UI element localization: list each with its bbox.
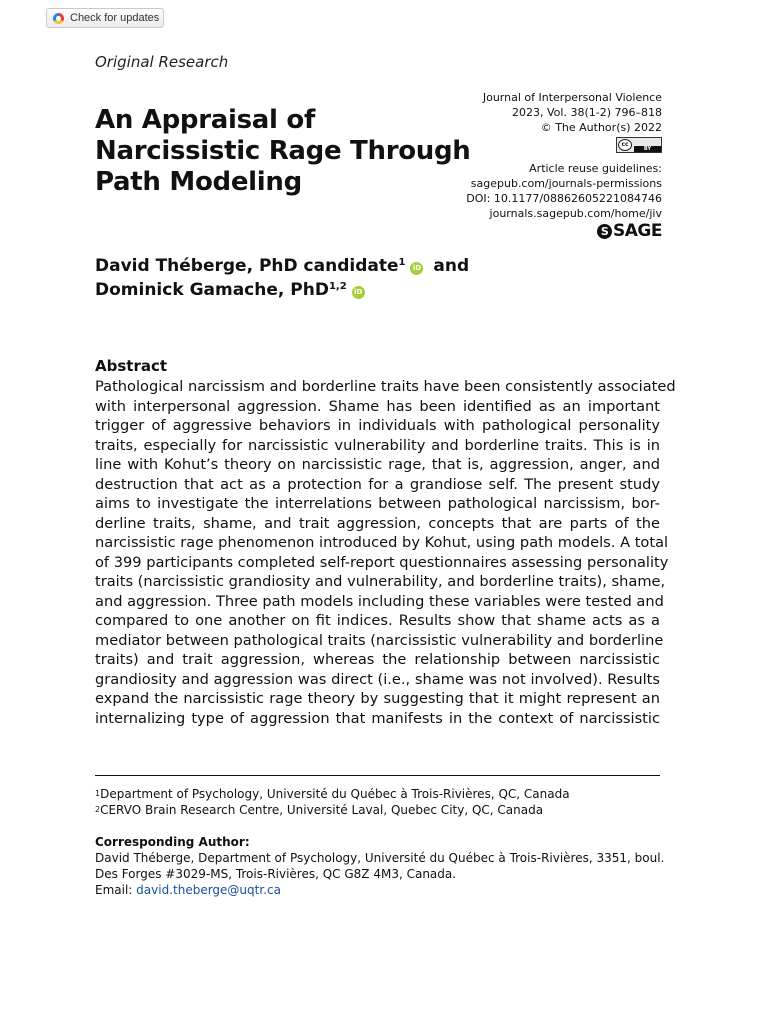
check-for-updates-label: Check for updates — [70, 12, 160, 24]
abstract-line: traits (narcissistic grandiosity and vulnerability, and borderline traits), shame, — [95, 573, 666, 590]
publisher-name: SAGE — [613, 221, 662, 241]
abstract-line: mediator between pathological traits (narcissistic vulnerability and borderline — [95, 631, 664, 649]
affiliation-text: Department of Psychology, Université du Québec à Trois-Rivières, QC, Canada — [100, 787, 570, 801]
email-link[interactable]: david.theberge@uqtr.ca — [136, 883, 281, 897]
author-name: David Théberge, PhD candidate — [95, 256, 399, 276]
email-label: Email: — [95, 883, 133, 897]
journal-info — [402, 90, 662, 239]
abstract-line: and aggression. Three path models including these variables were tested and — [95, 592, 664, 610]
author-affiliation-sup: 1,2 — [328, 281, 347, 292]
abstract-line: compared to one another on fit indices. Results show that shame acts as a — [95, 612, 660, 629]
author-list — [95, 254, 595, 302]
author-connector: and — [433, 256, 470, 276]
journal-name: Journal of Interpersonal Violence — [482, 91, 662, 104]
title-line: An Appraisal of — [95, 105, 315, 135]
check-for-updates-button[interactable] — [46, 8, 164, 28]
affiliation-sup: 2 — [95, 805, 101, 814]
reuse-link[interactable]: sagepub.com/journals-permissions — [470, 177, 662, 190]
footnote-divider — [95, 775, 660, 776]
orcid-icon[interactable]: iD — [352, 286, 365, 299]
creative-commons-icon: cc BY — [616, 137, 662, 153]
affiliation-item — [95, 802, 570, 818]
author-affiliation-sup: 1 — [398, 257, 406, 268]
corresponding-address: Des Forges #3029-MS, Trois-Rivières, QC G8Z 4M3, Canada. — [95, 867, 457, 881]
abstract-line: with interpersonal aggression. Shame has been identified as an important — [95, 397, 660, 415]
abstract-line: narcissistic rage phenomenon introduced by Kohut, using path models. A total — [95, 534, 669, 551]
corresponding-heading: Corresponding Author: — [95, 835, 250, 849]
corresponding-author — [95, 834, 664, 898]
abstract-line: grandiosity and aggression was direct (i.e., shame was not involved). Results — [95, 670, 660, 688]
title-line: Narcissistic Rage Through — [95, 136, 471, 166]
affiliation-item — [95, 786, 570, 802]
title-line: Path Modeling — [95, 167, 302, 197]
abstract-line: internalizing type of aggression that manifests in the context of narcissistic — [95, 709, 660, 727]
abstract-line: destruction that act as a protection for a grandiose self. The present study — [95, 475, 660, 493]
abstract-line: aims to investigate the interrelations between pathological narcissism, bor- — [95, 495, 660, 512]
abstract-heading: Abstract — [95, 357, 168, 375]
author-name: Dominick Gamache, PhD — [95, 280, 329, 300]
journal-home-link[interactable]: journals.sagepub.com/home/jiv — [489, 207, 662, 220]
abstract-line: Pathological narcissism and borderline traits have been consistently associated — [95, 378, 676, 395]
reuse-label: Article reuse guidelines: — [529, 162, 662, 175]
orcid-icon[interactable]: iD — [410, 262, 423, 275]
sage-logo — [597, 221, 662, 241]
affiliations — [95, 786, 570, 818]
abstract-text — [95, 377, 676, 728]
journal-copyright: © The Author(s) 2022 — [540, 121, 662, 134]
doi[interactable]: DOI: 10.1177/08862605221084746 — [466, 192, 662, 205]
section-label: Original Research — [95, 53, 229, 71]
journal-volume: 2023, Vol. 38(1-2) 796–818 — [512, 106, 662, 119]
abstract-line: traits, especially for narcissistic vulnerability and borderline traits. This is in — [95, 436, 660, 454]
abstract-line: of 399 participants completed self-report questionnaires assessing personality — [95, 553, 669, 571]
abstract-line: line with Kohut’s theory on narcissistic rage, that is, aggression, anger, and — [95, 456, 660, 473]
affiliation-text: CERVO Brain Research Centre, Université Laval, Quebec City, QC, Canada — [100, 803, 544, 817]
abstract-line: traits) and trait aggression, whereas the relationship between narcissistic — [95, 651, 660, 668]
crossmark-icon — [53, 13, 64, 24]
abstract-line: expand the narcissistic rage theory by suggesting that it might represent an — [95, 690, 660, 707]
sage-logo-icon: S — [597, 224, 612, 239]
affiliation-sup: 1 — [95, 789, 101, 798]
abstract-line: trigger of aggressive behaviors in individuals with pathological personality — [95, 417, 660, 434]
corresponding-address: David Théberge, Department of Psychology, Université du Québec à Trois-Rivières, 3351, boul. — [95, 851, 665, 865]
abstract-line: derline traits, shame, and trait aggression, concepts that are parts of the — [95, 514, 660, 532]
